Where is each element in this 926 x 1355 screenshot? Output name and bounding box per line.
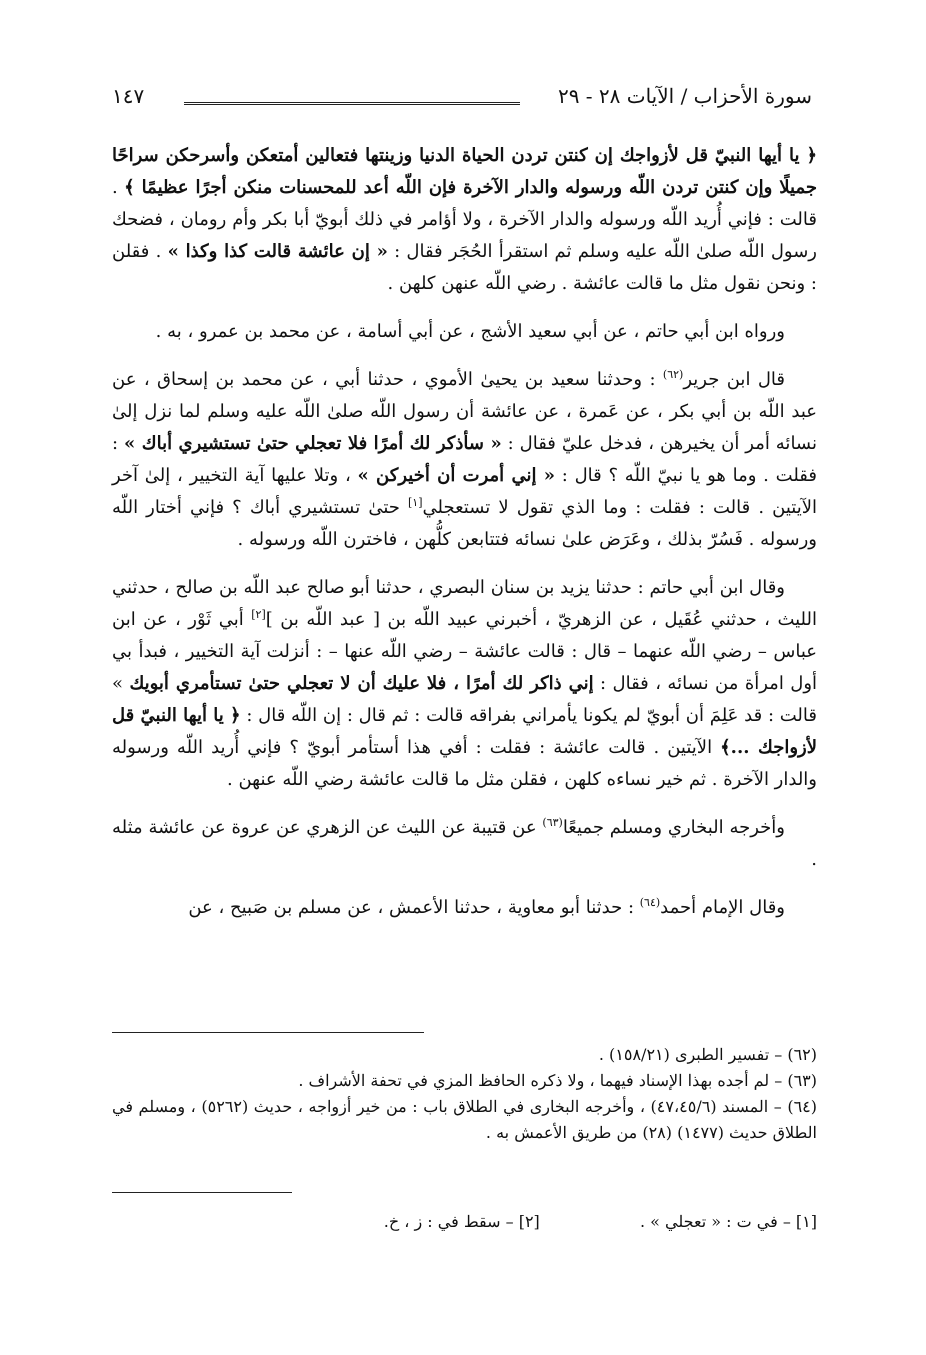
edition-notes [112,1212,817,1231]
paragraph-5: وأخرجه البخاري ومسلم جميعًا$^{(٦٣)}$ عن قتيبة عن الليث عن الزهري عن عروة عن عائشة مثله . [112,816,817,870]
note-ref: [١] [407,496,423,509]
page-number: ١٤٧ [112,84,145,108]
hadith-quote: « إني أمرت أن أخيركن » [357,465,556,486]
main-text [112,140,817,940]
quran-verse: ﴿ يا أيها النبيّ قل لأزواجك إن كنتن تردن الحياة الدنيا وزينتها فتعالين أمتعكن وأسرحكن سراحًا جميلًا وإن كنتن تردن اللّه ورسوله والدار الآخرة فإن اللّه أعد للمحسنات منكن أجرًا عظيمًا ﴾ [112,145,817,198]
footnote-62: (٦٢) – تفسير الطبرى (١٥٨/٢١) . [598,1045,817,1064]
note-2: [٢] – سقط في : ز ، خ. [383,1212,540,1231]
hadith-quote: « إن عائشة قالت كذا وكذا » [167,241,388,262]
hadith-quote: إني ذاكر لك أمرًا ، فلا عليك أن لا تعجلي حتىٰ تستأمري أبويك [129,673,594,694]
note-ref: [٢] [251,608,266,621]
notes-rule [112,1192,292,1193]
hadith-quote: « سأذكر لك أمرًا فلا تعجلي حتىٰ تستشيري أباك » [124,433,502,454]
paragraph-1: ﴿ يا أيها النبيّ قل لأزواجك إن كنتن تردن الحياة الدنيا وزينتها فتعالين أمتعكن وأسرحكن سراحًا جميلًا وإن كنتن تردن اللّه ورسوله والدار الآخرة فإن اللّه أعد للمحسنات منكن أجرًا عظيمًا ﴾ . قالت : فإني أُريد اللّه ورسوله والدار الآخرة ، ولا أؤامر في ذلك أبويّ أبا بكر وأم رومان ، فضحك رسول اللّه صلىٰ اللّه عليه وسلم ثم استقرأ الحُجَر فقال : « إن عائشة قالت كذا وكذا » . فقلن : ونحن نقول مثل ما قالت عائشة . رضي اللّه عنهن كلهن . [112,145,817,294]
paragraph-4: وقال ابن أبي حاتم : حدثنا يزيد بن سنان البصري ، حدثنا أبو صالح عبد اللّه بن صالح ، حدثني الليث ، حدثني عُقَيل ، عن الزهريّ ، أخبرني عبيد اللّه بن [ عبد اللّه بن ][٢] أبي ثَوْر ، عن ابن عباس – رضي اللّه عنهما – قال : قالت عائشة – رضي اللّه عنها – : أنزلت آية التخيير ، فبدأ بي أول امرأة من نسائه ، فقال : إني ذاكر لك أمرًا ، فلا عليك أن لا تعجلي حتىٰ تستأمري أبويك » قالت : قد عَلِمَ أن أبويّ لم يكونا يأمراني بفراقه قالت : ثم قال : إن اللّه قال : ﴿ يا أيها النبيّ قل لأزواجك ...﴾ الآيتين . قالت عائشة : فقلت : أفي هذا أستأمر أبويّ ؟ فإني أُريد اللّه ورسوله والدار الآخرة . ثم خير نساءه كلهن ، فقلن مثل ما قالت عائشة رضي اللّه عنهن . [112,577,818,790]
quran-verse: ﴿ يا أيها النبيّ قل لأزواجك ...﴾ [112,705,817,758]
footnote-64: (٦٤) – المسند (٤٧،٤٥/٦) ، وأخرجه البخارى في الطلاق باب : من خير أزواجه ، حديث (٥٢٦٢) ، ومسلم في الطلاق حديث (١٤٧٧) (٢٨) من طريق الأعمش به . [112,1097,818,1142]
footnote-ref: (٦٢) [662,368,684,381]
footnotes [112,1042,817,1146]
paragraph-6: وقال الإمام أحمد$^{(٦٤)}$ : حدثنا أبو معاوية ، حدثنا الأعمش ، عن مسلم بن صَبيح ، عن [188,896,785,918]
footnote-63: (٦٣) – لم أجده بهذا الإسناد فيهما ، ولا ذكره الحافظ المزي في تحفة الأشراف . [298,1071,817,1090]
page-header [112,80,812,116]
footnote-ref: (٦٣) [542,816,563,829]
footnote-ref: (٦٤) [639,896,661,909]
header-rule [184,102,520,105]
footnote-rule [112,1032,424,1033]
paragraph-3: قال ابن جرير$^{(٦٢)}$ : وحدثنا سعيد بن يحيىٰ الأموي ، حدثنا أبي ، عن محمد بن إسحاق ، عن عبد اللّه بن أبي بكر ، عن عَمرة ، عن عائشة أن رسول اللّه صلىٰ اللّه عليه وسلم لما نزل إلىٰ نسائه أمر أن يخيرهن ، فدخل عليّ فقال : « سأذكر لك أمرًا فلا تعجلي حتىٰ تستشيري أباك » : فقلت . وما هو يا نبيّ اللّه ؟ قال : « إني أمرت أن أخيركن » ، وتلا عليها آية التخيير ، إلىٰ آخر الآيتين . قالت : فقلت : وما الذي تقول لا تستعجلي[١] حتىٰ تستشيري أباك ؟ فإني أختار اللّه ورسوله . فَسُرّ بذلك ، وعَرَض علىٰ نسائه فتتابعن كلُّهن ، فاخترن اللّه ورسوله . [112,368,817,550]
paragraph-2: ورواه ابن أبي حاتم ، عن أبي سعيد الأشج ، عن أبي أسامة ، عن محمد بن عمرو ، به . [155,321,785,342]
note-1: [١] – في ت : « تعجلي » . [639,1212,817,1231]
header-title: سورة الأحزاب / الآيات ٢٨ - ٢٩ [557,84,812,108]
